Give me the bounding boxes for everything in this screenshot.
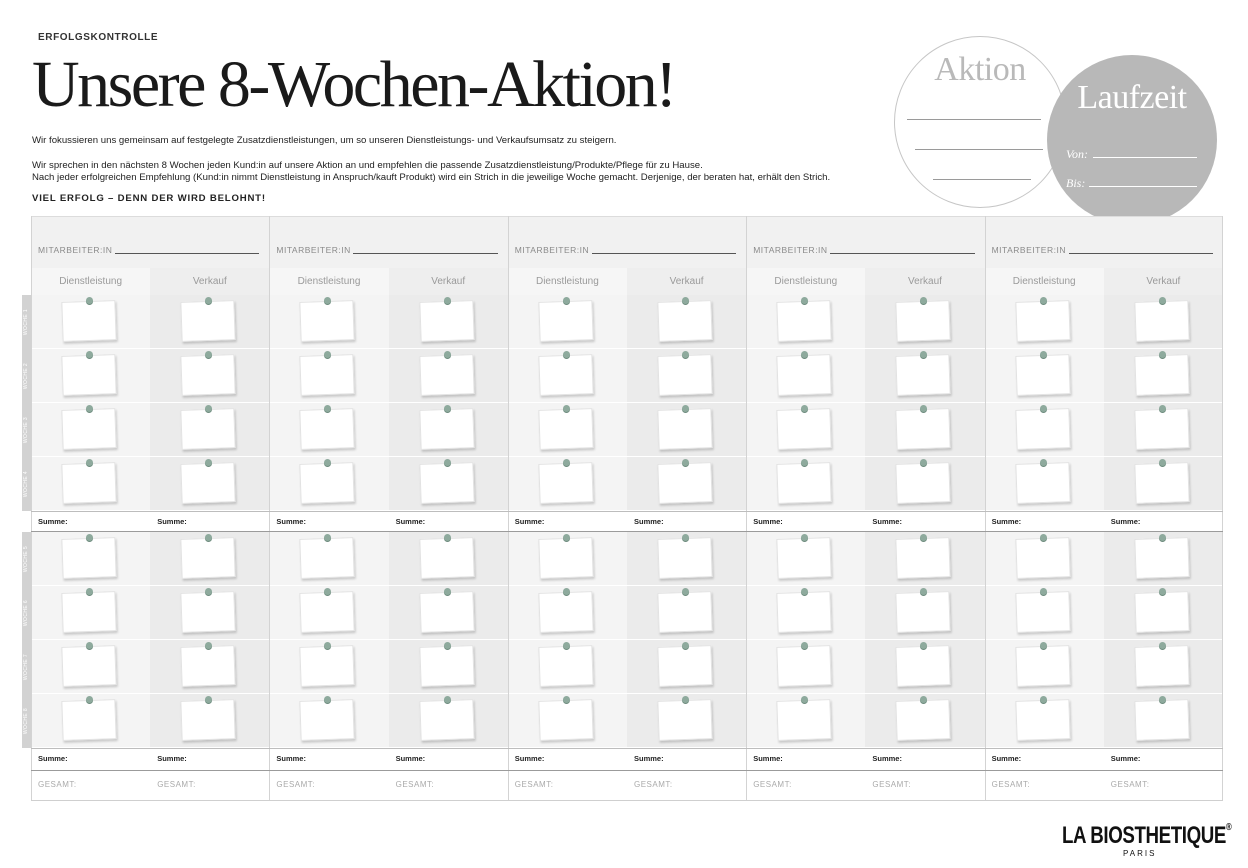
sticky-note-icon <box>300 459 354 503</box>
employee-name-field[interactable] <box>592 253 736 254</box>
sticky-note-icon <box>1016 642 1070 686</box>
note-paper <box>300 699 355 741</box>
note-paper <box>538 645 593 687</box>
pushpin-icon <box>682 588 689 595</box>
pushpin-icon <box>682 351 689 358</box>
pushpin-icon <box>444 297 451 304</box>
employee-label: MITARBEITER:IN <box>276 245 351 255</box>
note-paper <box>777 462 832 504</box>
employee-label: MITARBEITER:IN <box>753 245 828 255</box>
sticky-note-icon <box>1135 696 1189 740</box>
note-paper <box>300 645 355 687</box>
sticky-note-icon <box>300 642 354 686</box>
col-service-label: Dienstleistung <box>535 276 599 287</box>
section-rule <box>31 800 1223 801</box>
sticky-note-icon <box>539 534 593 578</box>
note-paper <box>419 537 474 579</box>
sticky-note-icon <box>539 588 593 632</box>
laufzeit-title: Laufzeit <box>1077 79 1187 116</box>
note-paper <box>61 408 116 450</box>
sticky-note-icon <box>539 297 593 341</box>
pushpin-icon <box>563 642 570 649</box>
pushpin-icon <box>682 534 689 541</box>
sticky-note-icon <box>62 588 116 632</box>
note-paper <box>896 354 951 396</box>
section-rule <box>31 748 1223 749</box>
sum-label: Summe: <box>634 754 664 763</box>
note-paper <box>896 591 951 633</box>
sticky-note-icon <box>658 351 712 395</box>
sum-label: Summe: <box>276 754 306 763</box>
note-paper <box>419 699 474 741</box>
sticky-note-icon <box>62 297 116 341</box>
note-paper <box>181 645 236 687</box>
note-paper <box>300 354 355 396</box>
sticky-note-icon <box>300 588 354 632</box>
week-label: WOCHE 6 <box>23 599 29 627</box>
intro-text-3: Nach jeder erfolgreichen Empfehlung (Kund:in nimmt Dienstleistung in Anspruch/kauft Produkt) wird ein Strich in die jeweilige Woche gemacht. Derjenige, der beraten hat, erhält den Strich. <box>32 172 831 183</box>
employee-label: MITARBEITER:IN <box>514 245 590 255</box>
table-border-left <box>31 216 32 800</box>
sticky-note-icon <box>658 297 712 341</box>
note-paper <box>896 408 951 450</box>
group-divider <box>508 216 509 800</box>
week-label: WOCHE 5 <box>23 545 29 573</box>
pushpin-icon <box>444 588 451 595</box>
note-paper <box>1134 462 1189 504</box>
sticky-note-icon <box>181 588 235 632</box>
note-paper <box>181 300 236 342</box>
note-paper <box>419 408 474 450</box>
sticky-note-icon <box>896 351 950 395</box>
sum-label: Summe: <box>1110 517 1141 526</box>
sticky-note-icon <box>1016 459 1070 503</box>
pushpin-icon <box>444 534 451 541</box>
sticky-note-icon <box>777 642 831 686</box>
col-service-label: Dienstleistung <box>774 276 838 287</box>
sum-label: Summe: <box>157 754 187 763</box>
sticky-note-icon <box>1016 588 1070 632</box>
pushpin-icon <box>1040 405 1047 412</box>
note-paper <box>419 591 474 633</box>
sticky-note-icon <box>1135 534 1189 578</box>
von-label: Von: <box>1066 147 1088 161</box>
sticky-note-icon <box>181 534 235 578</box>
note-paper <box>419 354 474 396</box>
sticky-note-icon <box>62 351 116 395</box>
sum-label: Summe: <box>753 754 783 763</box>
total-label: GESAMT: <box>872 780 912 789</box>
pushpin-icon <box>563 459 570 466</box>
note-paper <box>1134 408 1189 450</box>
note-paper <box>1134 645 1189 687</box>
pushpin-icon <box>682 696 689 703</box>
note-paper <box>657 462 712 504</box>
sum-label: Summe: <box>872 517 902 526</box>
page-title: Unsere 8-Wochen-Aktion! <box>32 48 675 121</box>
pushpin-icon <box>1040 696 1047 703</box>
sticky-note-icon <box>658 588 712 632</box>
note-paper <box>896 462 951 504</box>
note-paper <box>300 408 355 450</box>
employee-name-field[interactable] <box>353 253 497 254</box>
sticky-note-icon <box>777 696 831 740</box>
note-paper <box>777 645 832 687</box>
note-paper <box>657 354 712 396</box>
sticky-note-icon <box>896 534 950 578</box>
sum-label: Summe: <box>634 517 664 526</box>
group-divider <box>269 216 270 800</box>
employee-label: MITARBEITER:IN <box>38 245 113 255</box>
sum-label: Summe: <box>872 754 902 763</box>
intro-text-2: Wir sprechen in den nächsten 8 Wochen jeden Kund:in auf unsere Aktion an und empfehlen die passende Zusatzdienstleistung/Produkte/Pflege für zu Hause. <box>32 160 703 171</box>
col-service-label: Dienstleistung <box>1012 276 1076 287</box>
sticky-note-icon <box>181 351 235 395</box>
note-paper <box>1015 699 1070 741</box>
pushpin-icon <box>1040 642 1047 649</box>
bis-label: Bis: <box>1066 176 1086 190</box>
note-paper <box>1015 300 1070 342</box>
pushpin-icon <box>444 642 451 649</box>
note-paper <box>777 537 832 579</box>
table-border-right <box>1222 216 1223 800</box>
employee-label: MITARBEITER:IN <box>991 245 1066 255</box>
col-sales-label: Verkauf <box>1146 276 1181 287</box>
sticky-note-icon <box>300 696 354 740</box>
sum-label: Summe: <box>753 517 783 526</box>
brand-name: LA BIOSTHETIQUE <box>1062 822 1227 849</box>
sticky-note-icon <box>539 459 593 503</box>
pushpin-icon <box>1040 459 1047 466</box>
note-paper <box>419 300 474 342</box>
closing-slogan: VIEL ERFOLG – DENN DER WIRD BELOHNT! <box>32 193 266 204</box>
pushpin-icon <box>1159 588 1166 595</box>
pushpin-icon <box>1159 696 1166 703</box>
laufzeit-circle <box>1047 55 1217 225</box>
note-paper <box>896 645 951 687</box>
sticky-note-icon <box>539 351 593 395</box>
note-paper <box>181 699 236 741</box>
sticky-note-icon <box>658 405 712 449</box>
sticky-note-icon <box>658 696 712 740</box>
sum-label: Summe: <box>38 754 68 763</box>
pushpin-icon <box>563 534 570 541</box>
pushpin-icon <box>86 642 93 649</box>
brand-logo <box>1062 822 1231 850</box>
col-sales-label: Verkauf <box>192 276 227 287</box>
sticky-note-icon <box>777 534 831 578</box>
sticky-note-icon <box>420 588 474 632</box>
sticky-note-icon <box>896 696 950 740</box>
sticky-note-icon <box>181 405 235 449</box>
note-paper <box>61 645 116 687</box>
sticky-note-icon <box>420 459 474 503</box>
sticky-note-icon <box>658 642 712 686</box>
employee-name-field[interactable] <box>830 253 974 254</box>
pushpin-icon <box>1040 351 1047 358</box>
note-paper <box>1015 354 1070 396</box>
pushpin-icon <box>86 534 93 541</box>
col-service-label: Dienstleistung <box>59 276 122 287</box>
note-paper <box>777 408 832 450</box>
total-label: GESAMT: <box>991 780 1031 789</box>
total-label: GESAMT: <box>395 780 435 789</box>
sticky-note-icon <box>1135 405 1189 449</box>
sticky-note-icon <box>420 642 474 686</box>
pushpin-icon <box>1159 351 1166 358</box>
pushpin-icon <box>1040 297 1047 304</box>
sticky-note-icon <box>777 588 831 632</box>
sticky-note-icon <box>181 459 235 503</box>
employee-name-field[interactable] <box>1069 253 1213 254</box>
note-paper <box>1015 591 1070 633</box>
tally-table <box>31 216 1223 800</box>
sticky-note-icon <box>420 696 474 740</box>
sticky-note-icon <box>1135 459 1189 503</box>
col-sales-label: Verkauf <box>908 276 942 287</box>
note-paper <box>61 699 116 741</box>
note-paper <box>1015 408 1070 450</box>
sticky-note-icon <box>1135 588 1189 632</box>
total-label: GESAMT: <box>157 780 196 789</box>
pushpin-icon <box>563 588 570 595</box>
total-label: GESAMT: <box>514 780 554 789</box>
note-paper <box>777 354 832 396</box>
note-paper <box>538 462 593 504</box>
sum-label: Summe: <box>395 517 426 526</box>
pushpin-icon <box>563 351 570 358</box>
sticky-note-icon <box>420 405 474 449</box>
bis-field[interactable] <box>1089 186 1197 187</box>
week-label: WOCHE 2 <box>23 362 29 390</box>
sticky-note-icon <box>896 642 950 686</box>
pushpin-icon <box>563 696 570 703</box>
intro-text-1: Wir fokussieren uns gemeinsam auf festgelegte Zusatzdienstleistungen, um so unseren Dienstleistungs- und Verkaufsumsatz zu steigern. <box>32 135 617 146</box>
note-paper <box>181 537 236 579</box>
note-paper <box>61 591 116 633</box>
note-paper <box>300 300 355 342</box>
pushpin-icon <box>444 405 451 412</box>
sum-label: Summe: <box>1110 754 1141 763</box>
note-paper <box>657 300 712 342</box>
pushpin-icon <box>682 642 689 649</box>
sum-label: Summe: <box>514 754 545 763</box>
pushpin-icon <box>1159 459 1166 466</box>
total-label: GESAMT: <box>753 780 792 789</box>
note-paper <box>538 537 593 579</box>
section-rule <box>31 770 1223 771</box>
pushpin-icon <box>1040 588 1047 595</box>
sum-label: Summe: <box>514 517 545 526</box>
note-paper <box>181 462 236 504</box>
sticky-note-icon <box>896 588 950 632</box>
note-paper <box>538 354 593 396</box>
sticky-note-icon <box>658 534 712 578</box>
note-paper <box>61 537 116 579</box>
note-paper <box>657 645 712 687</box>
note-paper <box>1134 537 1189 579</box>
sticky-note-icon <box>777 351 831 395</box>
sticky-note-icon <box>896 297 950 341</box>
pushpin-icon <box>86 351 93 358</box>
sticky-note-icon <box>896 459 950 503</box>
aktion-line-3[interactable] <box>933 179 1031 180</box>
note-paper <box>181 591 236 633</box>
pushpin-icon <box>1159 297 1166 304</box>
sticky-note-icon <box>1135 297 1189 341</box>
kicker-label: ERFOLGSKONTROLLE <box>38 32 159 43</box>
sum-label: Summe: <box>38 517 68 526</box>
note-paper <box>61 462 116 504</box>
sticky-note-icon <box>420 297 474 341</box>
sticky-note-icon <box>181 696 235 740</box>
group-divider <box>985 216 986 800</box>
total-label: GESAMT: <box>38 780 77 789</box>
pushpin-icon <box>444 351 451 358</box>
note-paper <box>1134 354 1189 396</box>
sticky-note-icon <box>1016 696 1070 740</box>
sticky-note-icon <box>896 405 950 449</box>
pushpin-icon <box>444 696 451 703</box>
pushpin-icon <box>86 588 93 595</box>
col-sales-label: Verkauf <box>431 276 466 287</box>
sticky-note-icon <box>62 642 116 686</box>
sticky-note-icon <box>539 642 593 686</box>
week-label: WOCHE 8 <box>23 707 29 735</box>
sticky-note-icon <box>1016 351 1070 395</box>
pushpin-icon <box>1159 534 1166 541</box>
registered-mark: ® <box>1226 822 1232 833</box>
week-label: WOCHE 4 <box>23 470 29 498</box>
note-paper <box>419 645 474 687</box>
col-service-label: Dienstleistung <box>297 276 361 287</box>
sticky-note-icon <box>1135 351 1189 395</box>
pushpin-icon <box>86 405 93 412</box>
note-paper <box>538 300 593 342</box>
sum-label: Summe: <box>991 754 1022 763</box>
sticky-note-icon <box>539 405 593 449</box>
note-paper <box>657 537 712 579</box>
note-paper <box>538 591 593 633</box>
sticky-note-icon <box>62 696 116 740</box>
pushpin-icon <box>86 297 93 304</box>
note-paper <box>181 408 236 450</box>
pushpin-icon <box>682 405 689 412</box>
note-paper <box>777 300 832 342</box>
pushpin-icon <box>1040 534 1047 541</box>
von-field[interactable] <box>1093 157 1197 158</box>
pushpin-icon <box>86 696 93 703</box>
employee-name-field[interactable] <box>115 253 259 254</box>
sticky-note-icon <box>300 297 354 341</box>
sticky-note-icon <box>300 351 354 395</box>
col-sales-label: Verkauf <box>669 276 704 287</box>
sticky-note-icon <box>181 642 235 686</box>
sticky-note-icon <box>1016 297 1070 341</box>
pushpin-icon <box>1159 642 1166 649</box>
note-paper <box>1134 699 1189 741</box>
aktion-title: Aktion <box>934 51 1026 88</box>
note-paper <box>300 462 355 504</box>
sticky-note-icon <box>539 696 593 740</box>
sticky-note-icon <box>1135 642 1189 686</box>
note-paper <box>896 300 951 342</box>
aktion-line-1[interactable] <box>907 119 1041 120</box>
sum-label: Summe: <box>276 517 306 526</box>
sticky-note-icon <box>300 534 354 578</box>
sticky-note-icon <box>300 405 354 449</box>
sticky-note-icon <box>777 405 831 449</box>
sticky-note-icon <box>1016 405 1070 449</box>
sum-label: Summe: <box>157 517 187 526</box>
total-label: GESAMT: <box>276 780 316 789</box>
note-paper <box>300 537 355 579</box>
note-paper <box>1015 537 1070 579</box>
week-label: WOCHE 1 <box>23 308 29 336</box>
brand-subline: PARIS <box>1123 849 1157 858</box>
aktion-line-2[interactable] <box>915 149 1043 150</box>
sum-label: Summe: <box>991 517 1022 526</box>
note-paper <box>538 699 593 741</box>
note-paper <box>657 591 712 633</box>
total-label: GESAMT: <box>634 780 673 789</box>
note-paper <box>538 408 593 450</box>
section-rule <box>31 531 1223 532</box>
sticky-note-icon <box>1016 534 1070 578</box>
sticky-note-icon <box>62 459 116 503</box>
note-paper <box>777 591 832 633</box>
pushpin-icon <box>1159 405 1166 412</box>
note-paper <box>657 699 712 741</box>
sum-label: Summe: <box>395 754 426 763</box>
note-paper <box>300 591 355 633</box>
sticky-note-icon <box>420 351 474 395</box>
note-paper <box>181 354 236 396</box>
week-label: WOCHE 3 <box>23 416 29 444</box>
sticky-note-icon <box>420 534 474 578</box>
total-label: GESAMT: <box>1110 780 1150 789</box>
note-paper <box>61 354 116 396</box>
group-divider <box>746 216 747 800</box>
week-label: WOCHE 7 <box>23 653 29 681</box>
sticky-note-icon <box>777 297 831 341</box>
sticky-note-icon <box>62 534 116 578</box>
note-paper <box>419 462 474 504</box>
note-paper <box>657 408 712 450</box>
note-paper <box>1015 462 1070 504</box>
pushpin-icon <box>563 405 570 412</box>
aktion-circle <box>894 36 1066 208</box>
note-paper <box>1134 300 1189 342</box>
note-paper <box>777 699 832 741</box>
pushpin-icon <box>682 297 689 304</box>
note-paper <box>896 699 951 741</box>
pushpin-icon <box>86 459 93 466</box>
pushpin-icon <box>444 459 451 466</box>
pushpin-icon <box>563 297 570 304</box>
sticky-note-icon <box>658 459 712 503</box>
sticky-note-icon <box>777 459 831 503</box>
note-paper <box>1015 645 1070 687</box>
note-paper <box>1134 591 1189 633</box>
note-paper <box>896 537 951 579</box>
sticky-note-icon <box>181 297 235 341</box>
sticky-note-icon <box>62 405 116 449</box>
section-rule <box>31 511 1223 512</box>
pushpin-icon <box>682 459 689 466</box>
note-paper <box>61 300 116 342</box>
